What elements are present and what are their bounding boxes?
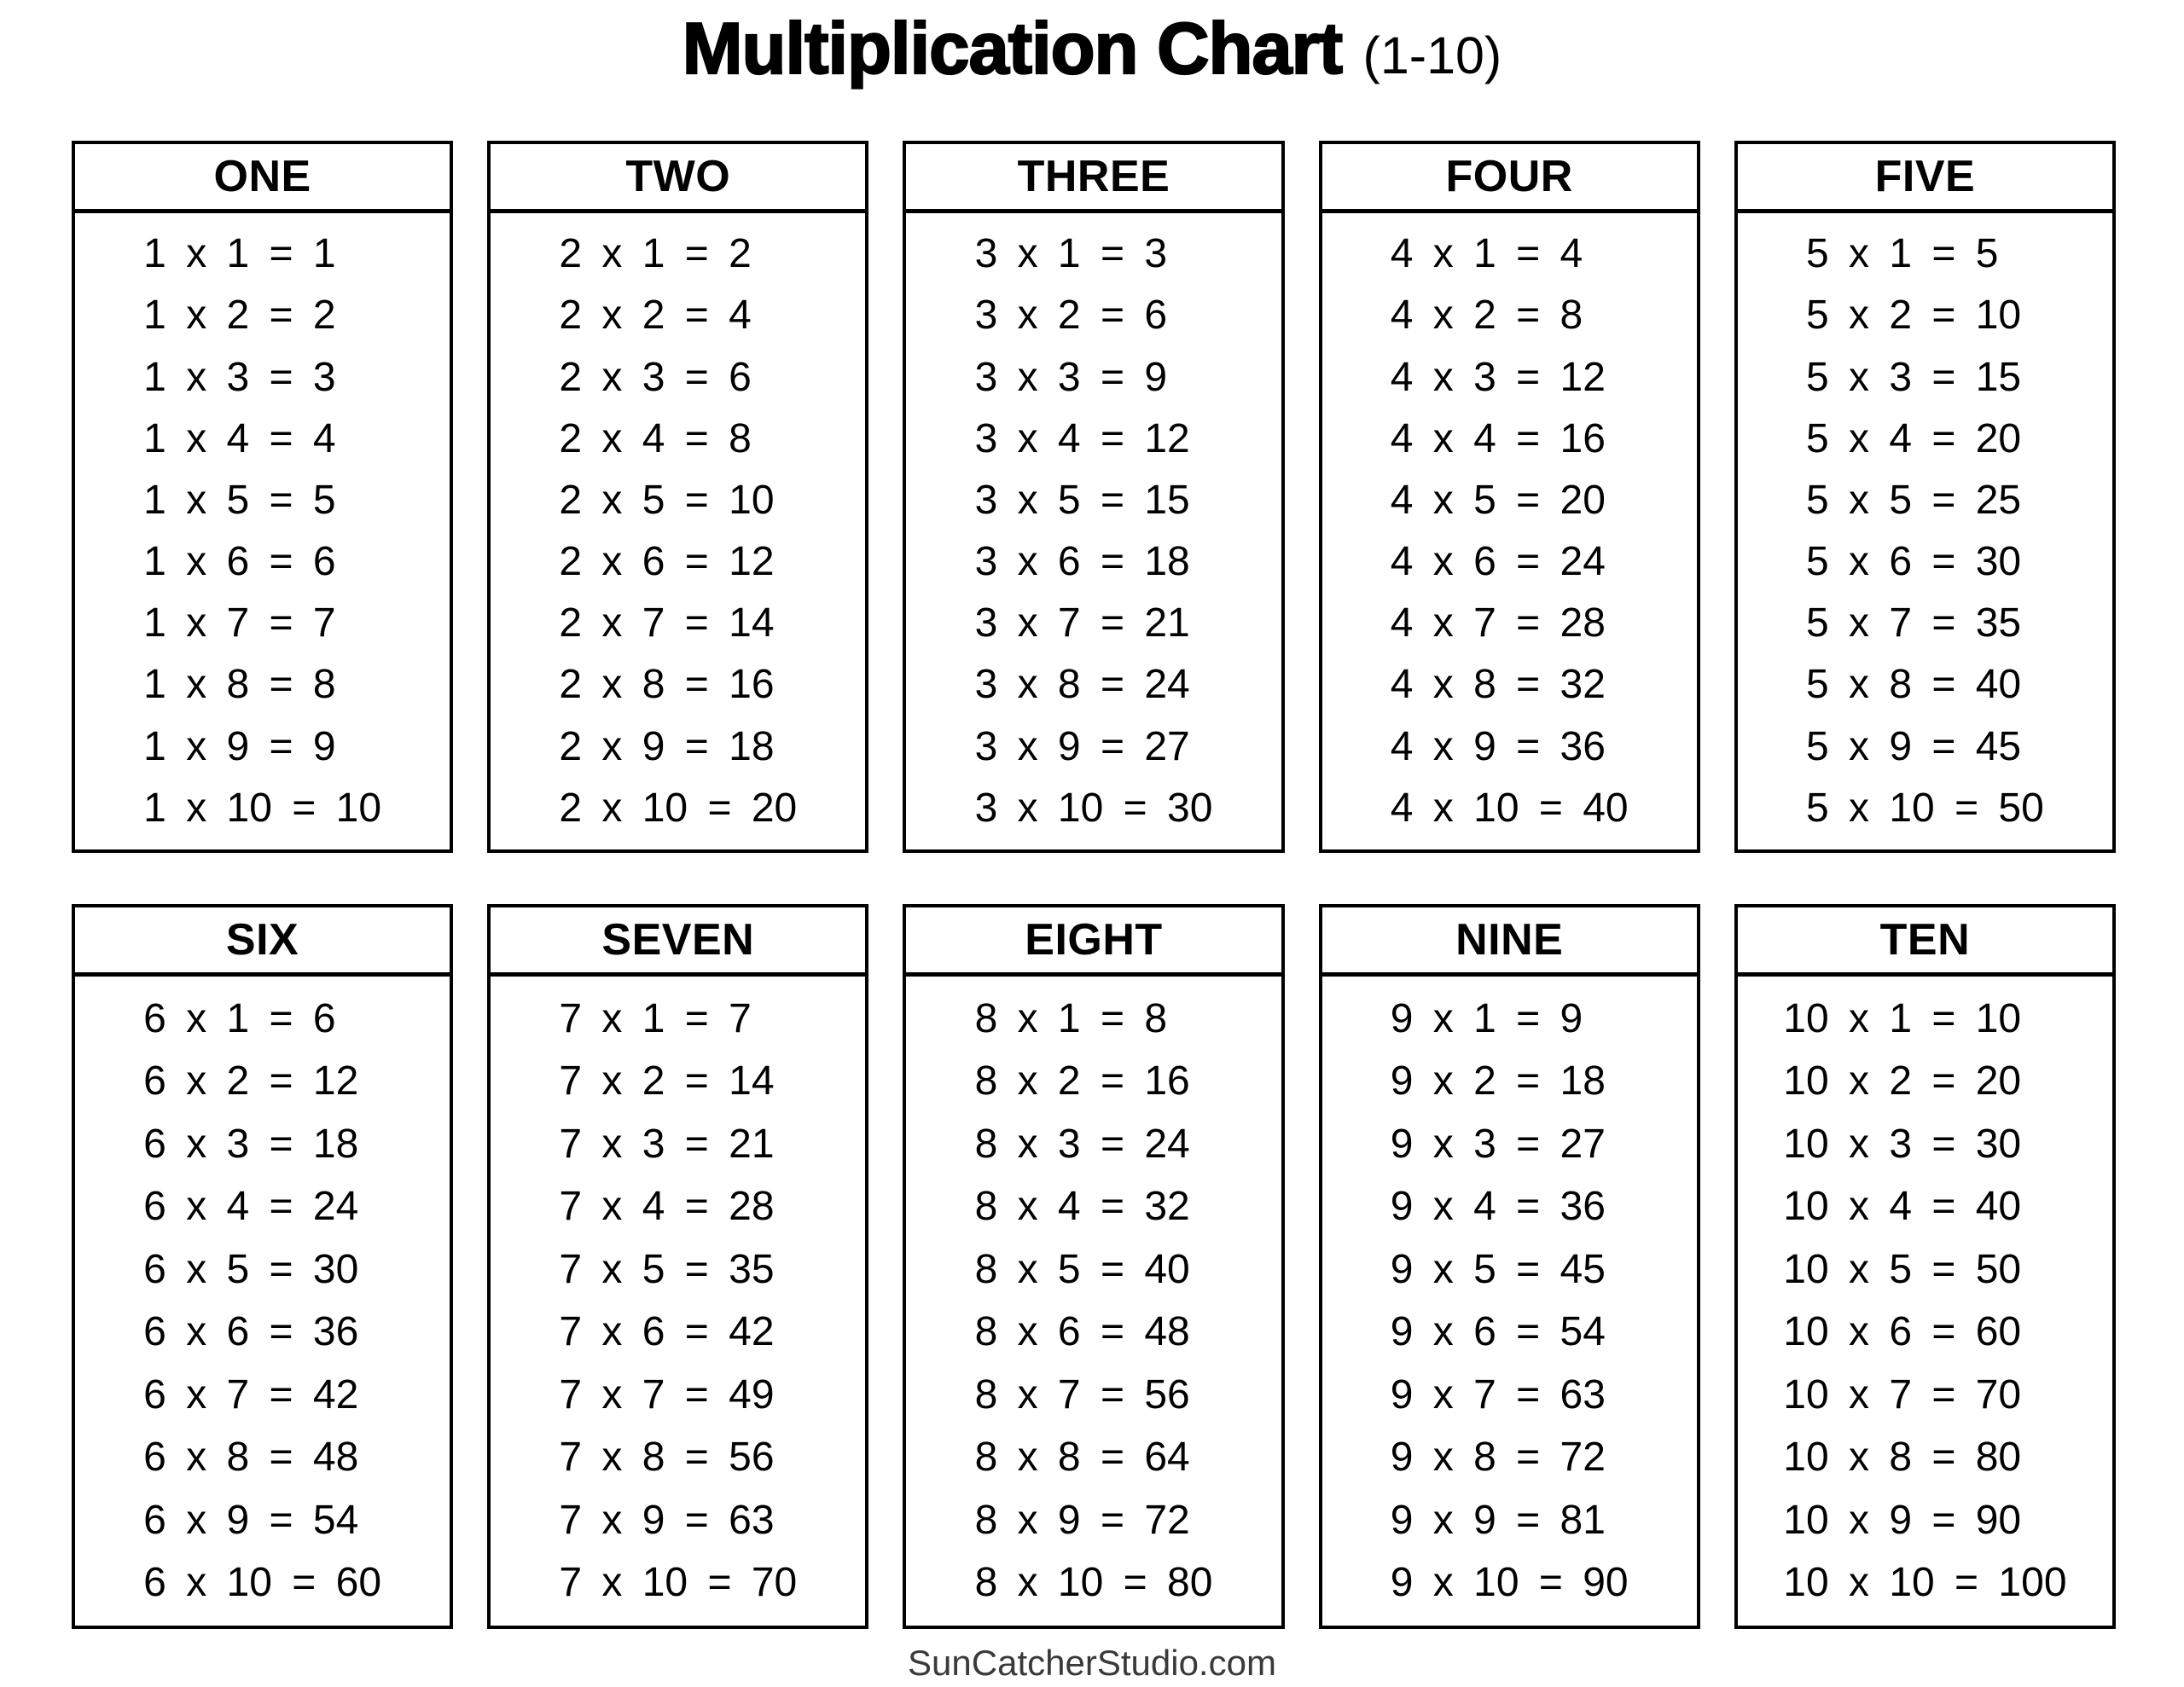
equation: 4 x 10 = 40	[1390, 785, 1629, 831]
page-title	[0, 0, 2184, 92]
equation: 7 x 6 = 42	[559, 1309, 775, 1355]
equation: 7 x 7 = 49	[559, 1371, 775, 1417]
equation: 5 x 7 = 35	[1805, 600, 2022, 646]
equation: 7 x 5 = 35	[559, 1246, 775, 1292]
card-body	[491, 977, 865, 1626]
equation: 4 x 9 = 36	[1390, 723, 1606, 769]
card-body	[75, 977, 450, 1626]
equation: 5 x 1 = 5	[1805, 231, 1999, 277]
equation: 9 x 5 = 45	[1390, 1246, 1606, 1292]
equation: 6 x 6 = 36	[143, 1309, 359, 1355]
card-header	[906, 144, 1281, 213]
equation: 10 x 2 = 20	[1783, 1058, 2022, 1104]
equation: 6 x 9 = 54	[143, 1497, 359, 1543]
equation: 10 x 10 = 100	[1783, 1560, 2067, 1606]
equation: 3 x 10 = 30	[974, 785, 1213, 831]
card-label: NINE	[1455, 915, 1564, 965]
equation-list	[559, 977, 797, 1626]
card-body	[491, 213, 865, 849]
equation: 1 x 3 = 3	[143, 354, 336, 400]
equation: 4 x 8 = 32	[1390, 662, 1606, 708]
equation: 3 x 5 = 15	[974, 477, 1190, 523]
equation-list	[1391, 213, 1629, 849]
card-nine	[1319, 904, 1700, 1629]
equation: 8 x 3 = 24	[974, 1121, 1190, 1167]
equation: 1 x 7 = 7	[143, 600, 336, 646]
equation-list	[1783, 977, 2066, 1626]
card-body	[906, 213, 1281, 849]
cards-grid	[72, 141, 2116, 1629]
equation: 1 x 5 = 5	[143, 477, 336, 523]
card-label: TEN	[1879, 915, 1971, 965]
equation: 7 x 10 = 70	[559, 1560, 798, 1606]
equation: 4 x 4 = 16	[1390, 415, 1606, 461]
equation: 9 x 10 = 90	[1390, 1560, 1629, 1606]
equation: 3 x 1 = 3	[974, 231, 1168, 277]
equation: 3 x 7 = 21	[974, 600, 1190, 646]
equation: 5 x 5 = 25	[1805, 477, 2022, 523]
equation: 6 x 10 = 60	[143, 1560, 382, 1606]
card-ten	[1734, 904, 2116, 1629]
card-body	[75, 213, 450, 849]
equation: 7 x 8 = 56	[559, 1435, 775, 1481]
equation-list	[143, 977, 381, 1626]
card-label: FIVE	[1874, 152, 1976, 201]
equation: 10 x 6 = 60	[1783, 1309, 2022, 1355]
card-label: SIX	[225, 915, 299, 965]
equation: 4 x 6 = 24	[1390, 539, 1606, 585]
equation: 5 x 9 = 45	[1805, 723, 2022, 769]
equation: 8 x 7 = 56	[974, 1371, 1190, 1417]
card-seven	[487, 904, 868, 1629]
equation: 8 x 2 = 16	[974, 1058, 1190, 1104]
equation: 2 x 1 = 2	[559, 231, 752, 277]
card-three	[903, 141, 1284, 853]
equation: 9 x 1 = 9	[1390, 995, 1583, 1041]
equation: 6 x 3 = 18	[143, 1121, 359, 1167]
equation: 1 x 10 = 10	[143, 785, 382, 831]
equation-list	[559, 213, 797, 849]
card-six	[72, 904, 453, 1629]
equation: 6 x 7 = 42	[143, 1371, 359, 1417]
equation: 1 x 6 = 6	[143, 539, 336, 585]
card-label: TWO	[625, 152, 731, 201]
equation: 8 x 4 = 32	[974, 1184, 1190, 1230]
equation: 6 x 2 = 12	[143, 1058, 359, 1104]
equation: 6 x 5 = 30	[143, 1246, 359, 1292]
equation: 10 x 3 = 30	[1783, 1121, 2022, 1167]
card-label: THREE	[1017, 152, 1170, 201]
equation: 9 x 4 = 36	[1390, 1184, 1606, 1230]
card-header	[1322, 907, 1697, 977]
card-two	[487, 141, 868, 853]
equation: 1 x 8 = 8	[143, 662, 336, 708]
equation: 5 x 8 = 40	[1805, 662, 2022, 708]
card-body	[1322, 977, 1697, 1626]
equation: 1 x 1 = 1	[143, 231, 336, 277]
equation: 5 x 6 = 30	[1805, 539, 2022, 585]
equation: 8 x 1 = 8	[974, 995, 1168, 1041]
card-header	[1738, 144, 2112, 213]
equation: 1 x 9 = 9	[143, 723, 336, 769]
equation: 1 x 4 = 4	[143, 415, 336, 461]
card-header	[1738, 907, 2112, 977]
equation: 9 x 7 = 63	[1390, 1371, 1606, 1417]
card-header	[491, 144, 865, 213]
equation: 3 x 4 = 12	[974, 415, 1190, 461]
equation: 8 x 5 = 40	[974, 1246, 1190, 1292]
equation: 7 x 3 = 21	[559, 1121, 775, 1167]
equation: 9 x 3 = 27	[1390, 1121, 1606, 1167]
equation: 8 x 9 = 72	[974, 1497, 1190, 1543]
card-header	[1322, 144, 1697, 213]
equation: 2 x 2 = 4	[559, 293, 752, 339]
equation: 7 x 9 = 63	[559, 1497, 775, 1543]
equation: 5 x 3 = 15	[1805, 354, 2022, 400]
card-four	[1319, 141, 1700, 853]
equation: 2 x 5 = 10	[559, 477, 775, 523]
equation: 7 x 1 = 7	[559, 995, 752, 1041]
card-label: FOUR	[1445, 152, 1573, 201]
equation: 10 x 7 = 70	[1783, 1371, 2022, 1417]
card-body	[906, 977, 1281, 1626]
equation-list	[975, 213, 1213, 849]
card-header	[75, 907, 450, 977]
card-body	[1322, 213, 1697, 849]
equation: 9 x 8 = 72	[1390, 1435, 1606, 1481]
equation: 8 x 10 = 80	[974, 1560, 1213, 1606]
equation: 2 x 9 = 18	[559, 723, 775, 769]
equation: 3 x 8 = 24	[974, 662, 1190, 708]
equation: 6 x 8 = 48	[143, 1435, 359, 1481]
equation: 4 x 7 = 28	[1390, 600, 1606, 646]
equation: 5 x 2 = 10	[1805, 293, 2022, 339]
card-eight	[903, 904, 1284, 1629]
card-one	[72, 141, 453, 853]
equation: 3 x 3 = 9	[974, 354, 1168, 400]
equation: 4 x 1 = 4	[1390, 231, 1583, 277]
card-label: SEVEN	[601, 915, 755, 965]
equation: 2 x 7 = 14	[559, 600, 775, 646]
equation: 10 x 8 = 80	[1783, 1435, 2022, 1481]
equation-list	[975, 977, 1213, 1626]
footer-credit: SunCatcherStudio.com	[908, 1643, 1276, 1683]
equation: 3 x 9 = 27	[974, 723, 1190, 769]
card-label: EIGHT	[1025, 915, 1163, 965]
equation: 7 x 4 = 28	[559, 1184, 775, 1230]
equation: 9 x 9 = 81	[1390, 1497, 1606, 1543]
equation: 5 x 4 = 20	[1805, 415, 2022, 461]
equation: 9 x 2 = 18	[1390, 1058, 1606, 1104]
equation-list	[1391, 977, 1629, 1626]
equation: 10 x 1 = 10	[1783, 995, 2022, 1041]
equation: 2 x 8 = 16	[559, 662, 775, 708]
equation: 8 x 6 = 48	[974, 1309, 1190, 1355]
equation: 6 x 4 = 24	[143, 1184, 359, 1230]
equation-list	[143, 213, 381, 849]
equation: 7 x 2 = 14	[559, 1058, 775, 1104]
equation: 2 x 10 = 20	[559, 785, 798, 831]
equation: 1 x 2 = 2	[143, 293, 336, 339]
equation: 10 x 9 = 90	[1783, 1497, 2022, 1543]
equation: 9 x 6 = 54	[1390, 1309, 1606, 1355]
card-header	[75, 144, 450, 213]
equation: 10 x 5 = 50	[1783, 1246, 2022, 1292]
card-body	[1738, 213, 2112, 849]
equation: 8 x 8 = 64	[974, 1435, 1190, 1481]
card-label: ONE	[213, 152, 311, 201]
page-title-range: (1-10)	[1362, 26, 1502, 84]
equation: 4 x 5 = 20	[1390, 477, 1606, 523]
equation: 3 x 6 = 18	[974, 539, 1190, 585]
equation-list	[1806, 213, 2044, 849]
equation: 2 x 3 = 6	[559, 354, 752, 400]
card-header	[906, 907, 1281, 977]
equation: 2 x 4 = 8	[559, 415, 752, 461]
equation: 2 x 6 = 12	[559, 539, 775, 585]
card-body	[1738, 977, 2112, 1626]
equation: 4 x 3 = 12	[1390, 354, 1606, 400]
card-five	[1734, 141, 2116, 853]
equation: 6 x 1 = 6	[143, 995, 336, 1041]
equation: 4 x 2 = 8	[1390, 293, 1583, 339]
equation: 3 x 2 = 6	[974, 293, 1168, 339]
card-header	[491, 907, 865, 977]
page-title-main: Multiplication Chart	[682, 9, 1343, 90]
equation: 5 x 10 = 50	[1805, 785, 2044, 831]
equation: 10 x 4 = 40	[1783, 1184, 2022, 1230]
